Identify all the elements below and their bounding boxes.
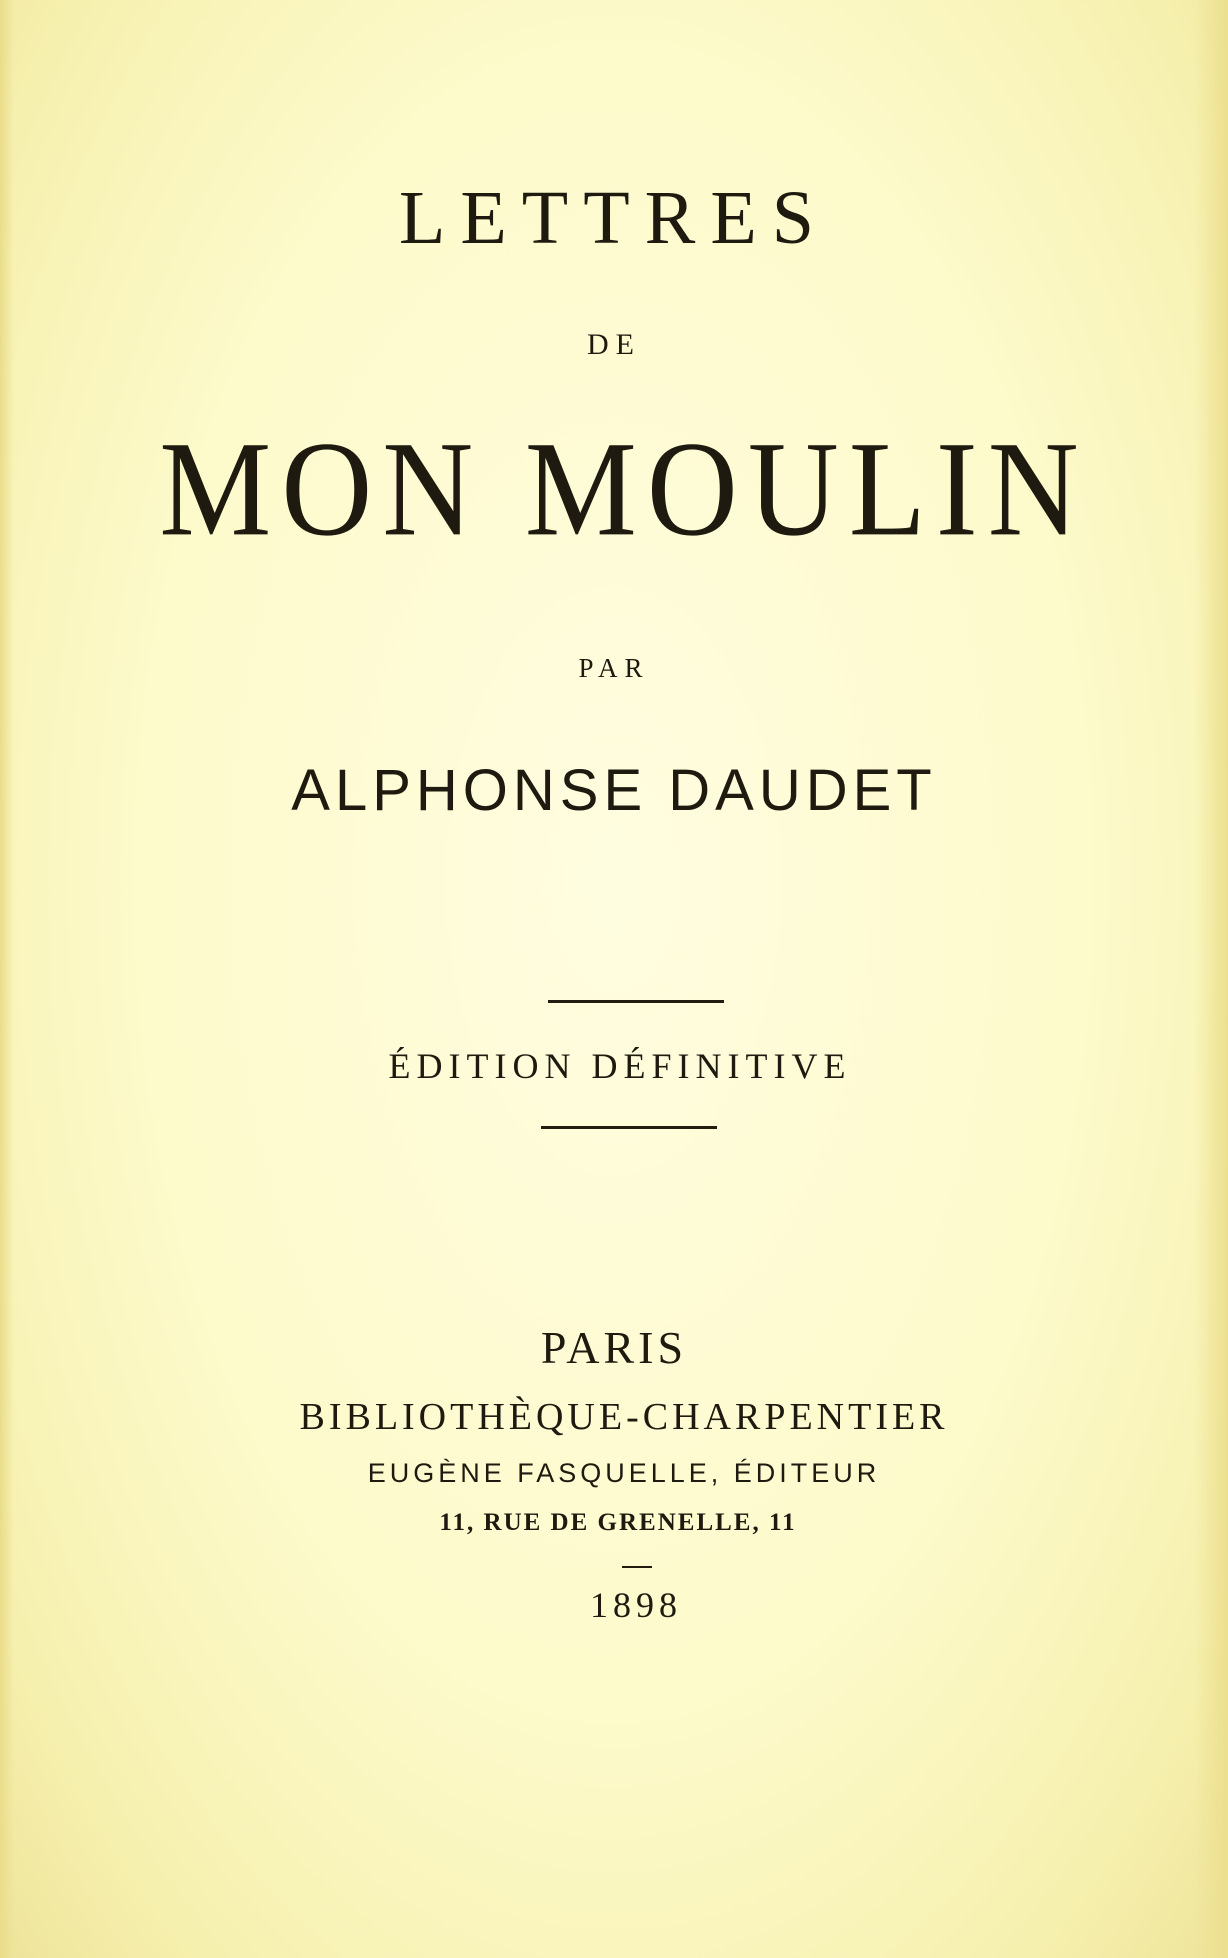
imprint-address: 11, RUE DE GRENELLE, 11 (439, 1509, 797, 1536)
rule-below-edition (541, 1126, 717, 1129)
author-name: ALPHONSE DAUDET (291, 758, 937, 823)
title-mon-moulin: MON MOULIN (159, 414, 1089, 565)
title-de: DE (587, 328, 641, 361)
rule-above-year (622, 1566, 652, 1568)
imprint-publisher: BIBLIOTHÈQUE-CHARPENTIER (299, 1396, 949, 1438)
paper-edge-right (1194, 0, 1228, 1958)
edition-label: ÉDITION DÉFINITIVE (388, 1046, 852, 1086)
paper-edge-left (0, 0, 14, 1958)
rule-above-edition (548, 1000, 724, 1003)
par-label: PAR (578, 653, 650, 683)
imprint-year: 1898 (590, 1585, 682, 1625)
title-lettres: LETTRES (398, 176, 830, 260)
imprint-editor: EUGÈNE FASQUELLE, ÉDITEUR (367, 1458, 881, 1488)
imprint-city: PARIS (540, 1322, 688, 1373)
